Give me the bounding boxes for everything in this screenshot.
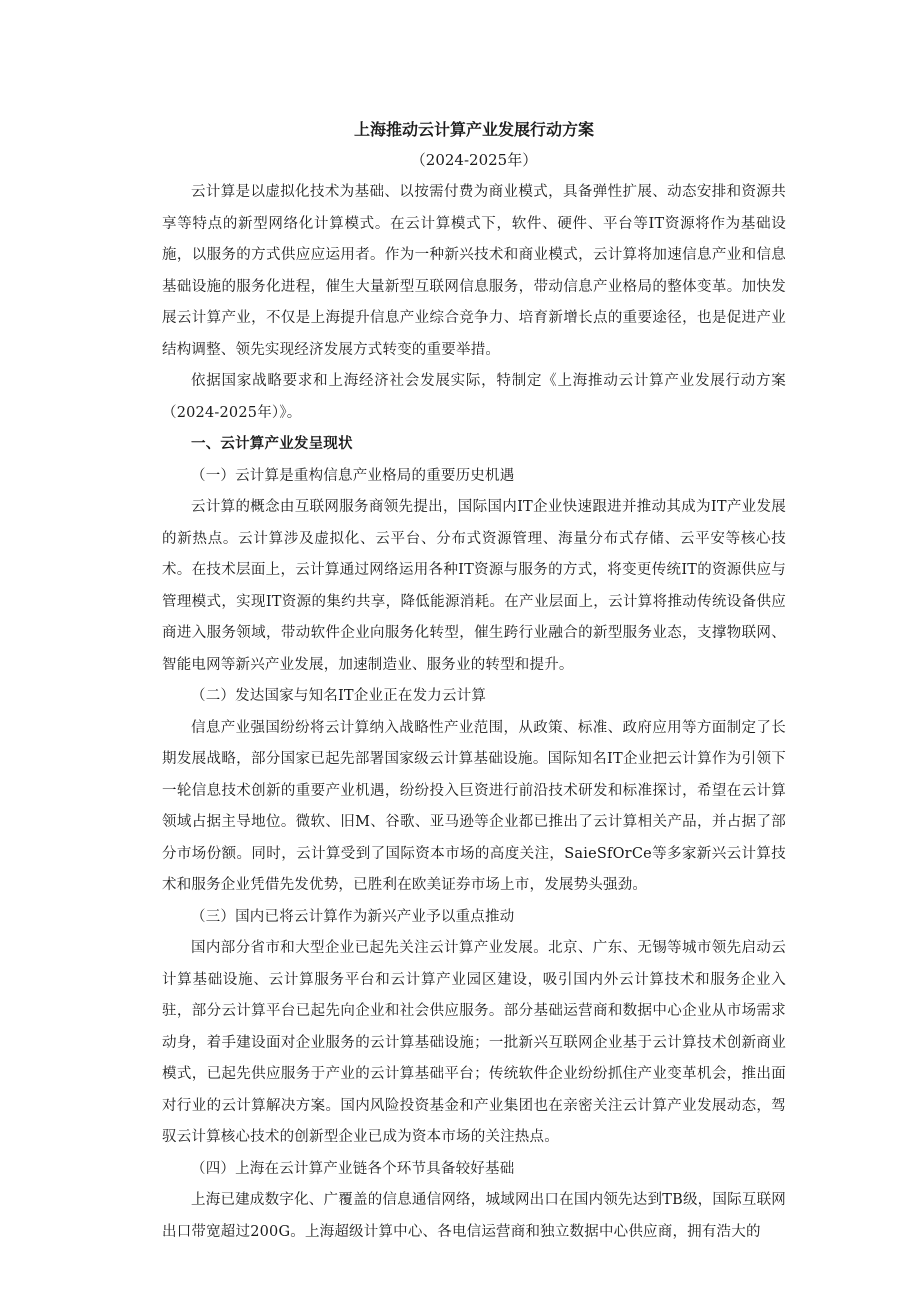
subsection-3-text: 国内部分省市和大型企业已起先关注云计算产业发展。北京、广东、无锡等城市领先启动云计算基础设施、云计算服务平台和云计算产业园区建设，吸引国内外云计算技术和服务企业入驻，部分云计算平台已起先向企业和社会供应服务。部分基础运营商和数据中心企业从市场需求动身，着手建设面对企业服务的云计算基础设施；一批新兴互联网企业基于云计算技术创新商业模式，已起先供应服务于产业的云计算基础平台；传统软件企业纷纷抓住产业变革机会，推出面对行业的云计算解决方案。国内风险投资基金和产业集团也在亲密关注云计算产业发展动态，驾驭云计算核心技术的创新型企业已成为资本市场的关注热点。 [162,940,786,1145]
subsection-3-heading: （三）国内已将云计算作为新兴产业予以重点推动 [191,908,515,925]
subsection-4-text: 上海已建成数字化、广覆盖的信息通信网络，城域网出口在国内领先达到TB级，国际互联网出口带宽超过200G。上海超级计算中心、各电信运营商和独立数据中心供应商，拥有浩大的 [162,1192,786,1240]
subsection-2-heading: （二）发达国家与知名IT企业正在发力云计算 [191,688,487,704]
document-body [162,115,786,1248]
intro-paragraph-2: 依据国家战略要求和上海经济社会发展实际，特制定《上海推动云计算产业发展行动方案（2024-2025年）》。 [162,373,786,421]
document-subtitle: （2024-2025年） [410,151,538,169]
intro-paragraph-1: 云计算是以虚拟化技术为基础、以按需付费为商业模式，具备弹性扩展、动态安排和资源共享等特点的新型网络化计算模式。在云计算模式下，软件、硬件、平台等IT资源将作为基础设施，以服务的方式供应应运用者。作为一种新兴技术和商业模式，云计算将加速信息产业和信息基础设施的服务化进程，催生大量新型互联网信息服务，带动信息产业格局的整体变革。加快发展云计算产业，不仅是上海提升信息产业综合竞争力、培育新增长点的重要途径，也是促进产业结构调整、领先实现经济发展方式转变的重要举措。 [162,184,786,358]
subsection-2-text: 信息产业强国纷纷将云计算纳入战略性产业范围，从政策、标准、政府应用等方面制定了长期发展战略，部分国家已起先部署国家级云计算基础设施。国际知名IT企业把云计算作为引领下一轮信息技术创新的重要产业机遇，纷纷投入巨资进行前沿技术研发和标准探讨，希望在云计算领域占据主导地位。微软、旧M、谷歌、亚马逊等企业都已推出了云计算相关产品，并占据了部分市场份额。同时，云计算受到了国际资本市场的高度关注，SaieSfOrCe等多家新兴云计算技术和服务企业凭借先发优势，已胜利在欧美证券市场上市，发展势头强劲。 [162,719,786,893]
subsection-1-heading: （一）云计算是重构信息产业格局的重要历史机遇 [191,467,515,484]
section-1-heading: 一、云计算产业发呈现状 [191,436,353,452]
subsection-4-heading: （四）上海在云计算产业链各个环节具备较好基础 [191,1160,515,1177]
subsection-1-text: 云计算的概念由互联网服务商领先提出，国际国内IT企业快速跟进并推动其成为IT产业发展的新热点。云计算涉及虚拟化、云平台、分布式资源管理、海量分布式存储、云平安等核心技术。在技术层面上，云计算通过网络运用各种IT资源与服务的方式，将变更传统IT的资源供应与管理模式，实现IT资源的集约共享，降低能源消耗。在产业层面上，云计算将推动传统设备供应商进入服务领域，带动软件企业向服务化转型，催生跨行业融合的新型服务业态，支撑物联网、智能电网等新兴产业发展，加速制造业、服务业的转型和提升。 [162,499,786,673]
document-title: 上海推动云计算产业发展行动方案 [353,120,594,139]
